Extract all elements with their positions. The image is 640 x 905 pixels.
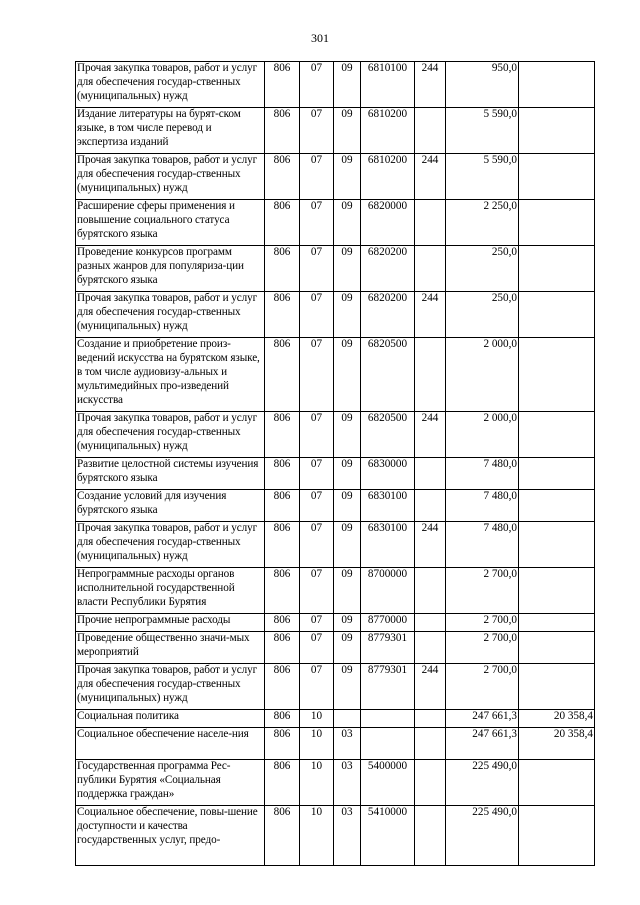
row-name-cell: Издание литературы на бурят-ском языке, в том числе перевод и экспертиза изданий [76,108,265,154]
section-code-cell: 07 [300,62,334,108]
target-article-code-cell: 8770000 [361,614,415,632]
ministry-code-cell: 806 [265,522,300,568]
expense-type-code-cell [415,108,446,154]
amount-subvention-cell [519,614,595,632]
table-row [76,632,595,664]
subsection-code-cell: 03 [334,806,361,866]
section-code-cell: 10 [300,760,334,806]
section-code-cell: 07 [300,614,334,632]
amount-subvention-cell [519,338,595,412]
row-name-cell: Прочая закупка товаров, работ и услуг для обеспечения государ-ственных (муниципальных) нужд [76,292,265,338]
table-row [76,200,595,246]
expense-type-code-cell [415,728,446,760]
amount-cell: 2 000,0 [446,412,519,458]
subsection-code-cell: 09 [334,412,361,458]
ministry-code-cell: 806 [265,728,300,760]
ministry-code-cell: 806 [265,338,300,412]
amount-cell: 7 480,0 [446,490,519,522]
amount-subvention-cell: 20 358,4 [519,728,595,760]
table-row [76,292,595,338]
target-article-code-cell: 6810200 [361,108,415,154]
row-name-cell: Развитие целостной системы изучения бурятского языка [76,458,265,490]
amount-cell: 250,0 [446,246,519,292]
subsection-code-cell: 03 [334,760,361,806]
expense-type-code-cell [415,246,446,292]
subsection-code-cell: 09 [334,568,361,614]
amount-cell: 250,0 [446,292,519,338]
section-code-cell: 07 [300,338,334,412]
amount-subvention-cell [519,154,595,200]
row-name-cell: Социальное обеспечение, повы-шение доступности и качества государственных услуг, предо- [76,806,265,866]
subsection-code-cell: 09 [334,614,361,632]
expense-type-code-cell [415,710,446,728]
section-code-cell: 07 [300,568,334,614]
section-code-cell: 07 [300,412,334,458]
row-name-cell: Социальная политика [76,710,265,728]
amount-cell: 225 490,0 [446,806,519,866]
ministry-code-cell: 806 [265,806,300,866]
subsection-code-cell [334,710,361,728]
expense-type-code-cell: 244 [415,154,446,200]
target-article-code-cell: 6820200 [361,246,415,292]
amount-subvention-cell [519,458,595,490]
subsection-code-cell: 09 [334,664,361,710]
row-name-cell: Проведение общественно значи-мых мероприятий [76,632,265,664]
section-code-cell: 10 [300,728,334,760]
table-row [76,246,595,292]
subsection-code-cell: 09 [334,490,361,522]
subsection-code-cell: 09 [334,246,361,292]
amount-subvention-cell [519,632,595,664]
section-code-cell: 07 [300,200,334,246]
section-code-cell: 07 [300,108,334,154]
amount-subvention-cell [519,522,595,568]
table-row [76,728,595,760]
table-row [76,62,595,108]
ministry-code-cell: 806 [265,458,300,490]
amount-cell: 2 700,0 [446,568,519,614]
ministry-code-cell: 806 [265,246,300,292]
table-row [76,522,595,568]
target-article-code-cell: 8700000 [361,568,415,614]
target-article-code-cell: 8779301 [361,664,415,710]
expense-type-code-cell [415,568,446,614]
target-article-code-cell: 6830100 [361,522,415,568]
amount-cell: 7 480,0 [446,522,519,568]
budget-table-body [76,62,595,866]
target-article-code-cell: 6820200 [361,292,415,338]
row-name-cell: Государственная программа Рес-публики Бурятия «Социальная поддержка граждан» [76,760,265,806]
amount-cell: 2 700,0 [446,632,519,664]
row-name-cell: Непрограммные расходы органов исполнительной государственной власти Республики Бурятия [76,568,265,614]
section-code-cell: 10 [300,806,334,866]
row-name-cell: Прочая закупка товаров, работ и услуг для обеспечения государ-ственных (муниципальных) нужд [76,522,265,568]
row-name-cell: Прочая закупка товаров, работ и услуг для обеспечения государ-ственных (муниципальных) нужд [76,62,265,108]
row-name-cell: Социальное обеспечение населе-ния [76,728,265,760]
table-row [76,338,595,412]
row-name-cell: Создание и приобретение произ-ведений искусства на бурятском языке, в том числе аудиовизу-альных и мультимедийных про-изведений искусства [76,338,265,412]
amount-subvention-cell [519,806,595,866]
amount-subvention-cell [519,568,595,614]
row-name-cell: Прочая закупка товаров, работ и услуг для обеспечения государ-ственных (муниципальных) нужд [76,412,265,458]
target-article-code-cell: 6820500 [361,412,415,458]
table-row [76,664,595,710]
amount-cell: 2 000,0 [446,338,519,412]
amount-subvention-cell [519,246,595,292]
ministry-code-cell: 806 [265,568,300,614]
subsection-code-cell: 09 [334,292,361,338]
page-number: 301 [311,31,329,45]
amount-cell: 247 661,3 [446,710,519,728]
expense-type-code-cell [415,458,446,490]
expense-type-code-cell [415,760,446,806]
subsection-code-cell: 09 [334,522,361,568]
amount-cell: 5 590,0 [446,154,519,200]
amount-subvention-cell [519,490,595,522]
target-article-code-cell: 5400000 [361,760,415,806]
target-article-code-cell: 6830100 [361,490,415,522]
target-article-code-cell: 6820500 [361,338,415,412]
section-code-cell: 07 [300,154,334,200]
amount-subvention-cell [519,292,595,338]
ministry-code-cell: 806 [265,614,300,632]
expense-type-code-cell: 244 [415,62,446,108]
table-row [76,154,595,200]
table-row [76,108,595,154]
subsection-code-cell: 03 [334,728,361,760]
amount-cell: 7 480,0 [446,458,519,490]
section-code-cell: 07 [300,292,334,338]
amount-subvention-cell [519,760,595,806]
row-name-cell: Создание условий для изучения бурятского языка [76,490,265,522]
amount-cell: 247 661,3 [446,728,519,760]
section-code-cell: 07 [300,632,334,664]
target-article-code-cell [361,728,415,760]
amount-cell: 2 700,0 [446,614,519,632]
table-row [76,568,595,614]
expense-type-code-cell [415,200,446,246]
ministry-code-cell: 806 [265,490,300,522]
section-code-cell: 10 [300,710,334,728]
row-name-cell: Прочая закупка товаров, работ и услуг для обеспечения государ-ственных (муниципальных) нужд [76,664,265,710]
row-name-cell: Прочие непрограммные расходы [76,614,265,632]
section-code-cell: 07 [300,522,334,568]
expense-type-code-cell: 244 [415,412,446,458]
subsection-code-cell: 09 [334,458,361,490]
ministry-code-cell: 806 [265,108,300,154]
ministry-code-cell: 806 [265,632,300,664]
table-row [76,614,595,632]
target-article-code-cell: 6810100 [361,62,415,108]
amount-cell: 225 490,0 [446,760,519,806]
target-article-code-cell: 6830000 [361,458,415,490]
amount-cell: 5 590,0 [446,108,519,154]
ministry-code-cell: 806 [265,710,300,728]
amount-cell: 950,0 [446,62,519,108]
amount-subvention-cell [519,62,595,108]
amount-subvention-cell: 20 358,4 [519,710,595,728]
table-row [76,490,595,522]
target-article-code-cell: 6810200 [361,154,415,200]
expense-type-code-cell [415,806,446,866]
expense-type-code-cell [415,490,446,522]
expense-type-code-cell [415,338,446,412]
row-name-cell: Проведение конкурсов программ разных жанров для популяриза-ции бурятского языка [76,246,265,292]
ministry-code-cell: 806 [265,200,300,246]
section-code-cell: 07 [300,458,334,490]
subsection-code-cell: 09 [334,338,361,412]
subsection-code-cell: 09 [334,62,361,108]
target-article-code-cell [361,710,415,728]
ministry-code-cell: 806 [265,412,300,458]
table-row [76,760,595,806]
ministry-code-cell: 806 [265,760,300,806]
target-article-code-cell: 6820000 [361,200,415,246]
expense-type-code-cell: 244 [415,292,446,338]
ministry-code-cell: 806 [265,154,300,200]
table-row [76,458,595,490]
amount-subvention-cell [519,664,595,710]
expense-type-code-cell [415,632,446,664]
amount-cell: 2 250,0 [446,200,519,246]
expense-type-code-cell: 244 [415,522,446,568]
row-name-cell: Прочая закупка товаров, работ и услуг для обеспечения государ-ственных (муниципальных) нужд [76,154,265,200]
subsection-code-cell: 09 [334,154,361,200]
table-row [76,412,595,458]
section-code-cell: 07 [300,490,334,522]
section-code-cell: 07 [300,664,334,710]
subsection-code-cell: 09 [334,200,361,246]
amount-subvention-cell [519,200,595,246]
target-article-code-cell: 5410000 [361,806,415,866]
row-name-cell: Расширение сферы применения и повышение социального статуса бурятского языка [76,200,265,246]
expense-type-code-cell: 244 [415,664,446,710]
ministry-code-cell: 806 [265,292,300,338]
expense-type-code-cell [415,614,446,632]
section-code-cell: 07 [300,246,334,292]
table-row [76,710,595,728]
budget-table [75,61,595,866]
subsection-code-cell: 09 [334,108,361,154]
amount-cell: 2 700,0 [446,664,519,710]
amount-subvention-cell [519,108,595,154]
amount-subvention-cell [519,412,595,458]
ministry-code-cell: 806 [265,62,300,108]
subsection-code-cell: 09 [334,632,361,664]
ministry-code-cell: 806 [265,664,300,710]
target-article-code-cell: 8779301 [361,632,415,664]
table-row [76,806,595,866]
